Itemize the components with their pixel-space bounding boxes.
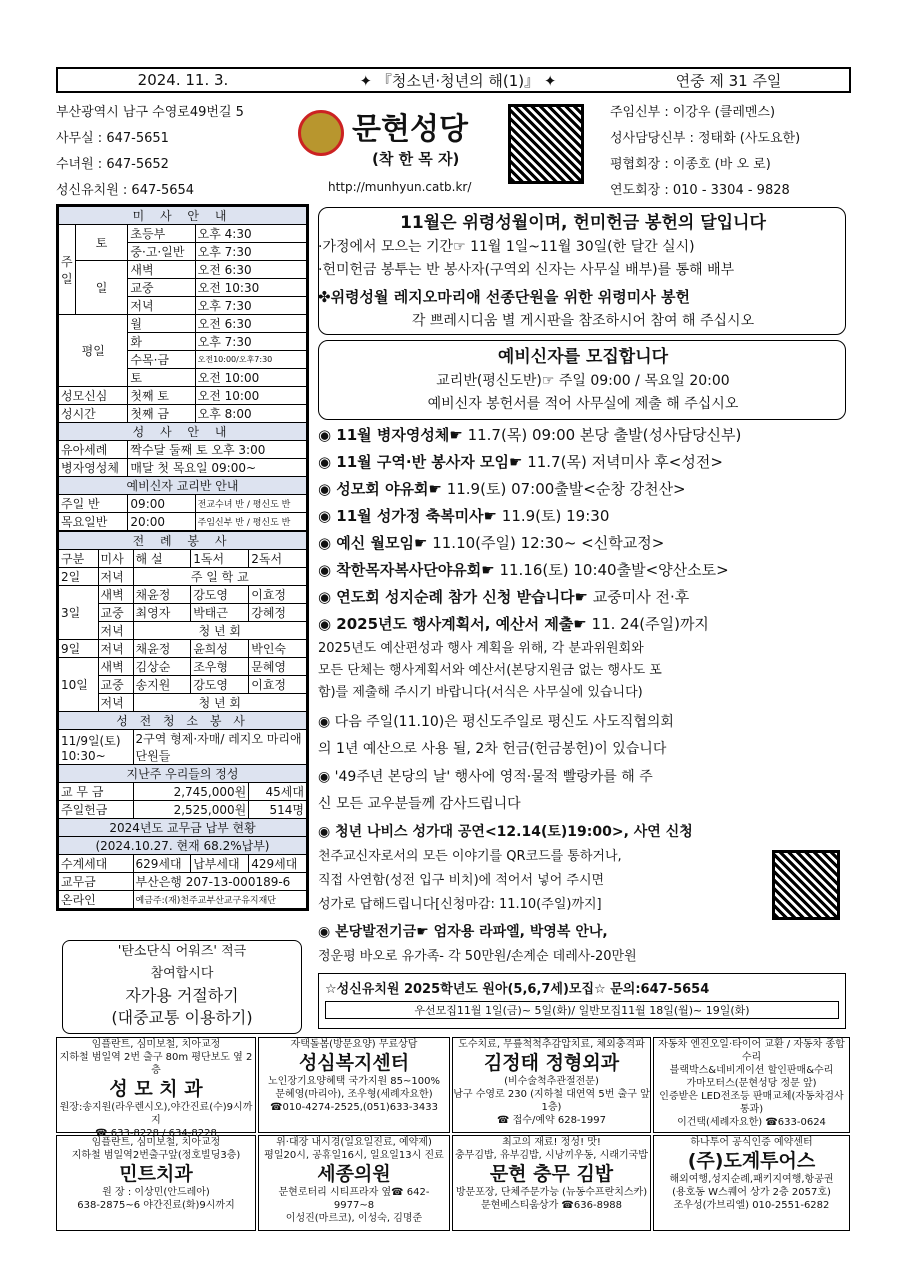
mass-table <box>58 206 307 531</box>
left-column <box>56 204 309 911</box>
mass-cell <box>195 297 306 315</box>
ad-box <box>653 1135 850 1231</box>
sacr-cell: 유아세례 <box>59 441 128 459</box>
sun-label: 일 <box>75 261 128 315</box>
notice-7 <box>318 613 848 635</box>
ad-line: 도수치료, 무릎척척추감압치료, 체외충격파 <box>458 1039 645 1050</box>
notice-line: 정운평 바오로 유가족- 각 50만원/손계순 데레사-20만원 <box>318 949 637 964</box>
mass-cell: 토 <box>128 369 195 387</box>
mass-cell: 오후 <box>197 335 221 349</box>
ad-line: 가마모터스(문현성당 정문 앞) <box>686 1078 817 1089</box>
altar-cell: 채윤정 <box>133 640 191 658</box>
cat-cell: 09:00 <box>128 495 195 513</box>
ad-line: (비수술척추관절전문) <box>504 1076 599 1087</box>
offer-cell: 514명 <box>249 801 307 819</box>
notice-0 <box>318 424 848 446</box>
kindergarten-phone: 성신유치원 : 647-5654 <box>56 183 195 198</box>
ann-line: 교리반(평신도반)☞ 주일 09:00 / 목요일 20:00 <box>436 373 730 389</box>
sat-label: 토 <box>75 225 128 261</box>
ad-box <box>653 1037 850 1133</box>
ad-line: 위·대장 내시경(일요일진료, 예약제) <box>276 1137 432 1148</box>
kinder-schedule: 우선모집11월 1일(금)~ 5일(화)/ 일반모집11월 18일(월)~ 19일(화) <box>325 1001 839 1019</box>
mass-cell: 중·고·일반 <box>128 243 195 261</box>
mass-cell: 초등부 <box>128 225 195 243</box>
sacrament-title: 성 사 안 내 <box>59 423 307 441</box>
notice-detail: 11.7(목) 저녁미사 후<성전> <box>527 453 723 471</box>
notice-title: ◉ 11월 구역·반 봉사자 모임☛ <box>318 453 523 471</box>
staff-pastor: 주임신부 : 이강우 (클레멘스) <box>610 105 776 120</box>
cleaning-title: 성 전 청 소 봉 사 <box>59 712 307 730</box>
ad-box <box>452 1135 651 1231</box>
parish-contacts <box>56 100 244 204</box>
ann-line: ✤위령성월 레지오마리애 선종단원을 위한 위령미사 봉헌 <box>318 288 690 306</box>
ad-line: 인증받은 LED전조등 판매교체(자동차검사 통과) <box>659 1091 844 1115</box>
cleaning-who: 2구역 형제·자매/ 레지오 마리애 단원들 <box>133 730 306 765</box>
altar-cell: 새벽 <box>98 586 133 604</box>
altar-cell: 박인숙 <box>249 640 307 658</box>
cleaning-date: 11/9일(토) 10:30~ <box>59 730 134 765</box>
ad-line: 임플란트, 심미보철, 치아교정 <box>91 1039 221 1050</box>
ann-line: ·헌미헌금 봉투는 반 봉사자(구역외 신자는 사무실 배부)를 통해 배부 <box>318 262 735 278</box>
mass-cell: 오후 <box>197 227 221 241</box>
kinder-title: ☆성신유치원 2025학년도 원아(5,6,7세)모집☆ 문의:647-5654 <box>325 982 710 997</box>
parish-logo-icon <box>298 110 344 156</box>
sunday-label: 주일 <box>59 225 76 315</box>
mass-cell: 오전 <box>197 263 221 277</box>
notice-title: ◉ 예신 월모임☛ <box>318 534 428 552</box>
ad-line: 임플란트, 심미보철, 치아교정 <box>91 1137 221 1148</box>
notice-detail: 11.10(주일) 12:30~ <신학교정> <box>432 534 665 552</box>
notice-line: 성가로 답해드립니다[신청마감: 11.10(주일)까지] <box>318 897 602 912</box>
mass-cell: 첫째 토 <box>128 387 195 405</box>
mass-cell <box>195 405 306 423</box>
mass-cell: 첫째 금 <box>128 405 195 423</box>
mass-cell: 월 <box>128 315 195 333</box>
ad-line: (주)도계투어스 <box>687 1150 816 1172</box>
kindergarten-recruit <box>318 973 846 1029</box>
altar-head: 구분 <box>59 550 99 568</box>
altar-cell: 문혜영 <box>249 658 307 676</box>
notice-line: 직접 사연함(성전 입구 비치)에 적어서 넣어 주시면 <box>318 873 605 888</box>
notice-line: 신 모든 교우분들께 감사드립니다 <box>318 796 521 812</box>
altar-cell: 교중 <box>98 604 133 622</box>
notice-3 <box>318 505 848 527</box>
carbon-line: '탄소단식 어워즈' 적극 <box>117 944 247 959</box>
notice-line: ◉ 청년 나비스 성가대 공연<12.14(토)19:00>, 사연 신청 <box>318 824 693 840</box>
mass-cell: 오전 <box>197 317 221 331</box>
staff-priest: 성사담당신부 : 정태화 (사도요한) <box>610 131 801 146</box>
altar-title: 전 례 봉 사 <box>59 532 307 550</box>
altar-cell: 3일 <box>59 586 99 640</box>
mass-cell: 7:30 <box>224 335 252 349</box>
carbon-campaign <box>62 940 302 1034</box>
notice-line: ◉ 다음 주일(11.10)은 평신도주일로 평신도 사도직협의회 <box>318 714 674 730</box>
ad-line: 성심복지센터 <box>298 1052 410 1074</box>
staff-list <box>610 100 800 204</box>
ad-line: 원장:송지원(라우렌시오),야간진료(수)9시까지 <box>59 1102 253 1126</box>
altar-cell: 저녁 <box>98 640 133 658</box>
catechism-title: 예비신자 교리반 안내 <box>59 477 307 495</box>
sacr-cell: 병자영성체 <box>59 459 128 477</box>
mass-cell <box>195 261 306 279</box>
bulletin-date: 2024. 11. 3. <box>137 71 229 89</box>
cat-cell: 주임신부 반 / 평신도 반 <box>195 513 306 531</box>
plan-line: 모든 단체는 행사계획서와 예산서(본당지원금 없는 행사도 포 <box>318 663 662 678</box>
mass-cell: 6:30 <box>224 317 252 331</box>
notice-detail: 11.16(토) 10:40출발<양산소토> <box>499 561 729 579</box>
carbon-line: 참여합시다 <box>150 966 214 981</box>
ad-line: 이성진(마르코), 이성숙, 김명준 <box>285 1213 423 1224</box>
ad-line: 평일20시, 공휴일16시, 일요일13시 진료 <box>264 1150 444 1161</box>
altar-cell: 채윤정 <box>133 586 191 604</box>
weekday-label: 평일 <box>59 315 128 387</box>
altar-head: 1독서 <box>191 550 249 568</box>
ad-line: 이건택(세례자요한) ☎633-0624 <box>677 1117 826 1128</box>
liturgical-week: 연중 제 31 주일 <box>675 71 782 90</box>
notice-title: ◉ 성모회 야유회☛ <box>318 480 442 498</box>
notice-4 <box>318 532 848 554</box>
ad-line: 638-2875~6 야간진료(화)9시까지 <box>77 1200 235 1211</box>
mass-cell: 화 <box>128 333 195 351</box>
ad-line: 문현베스티움상가 ☎636-8988 <box>480 1200 623 1211</box>
bank-account: 부산은행 207-13-000189-6 <box>133 873 306 891</box>
notice-title: ◉ 착한목자복사단야유회☛ <box>318 561 495 579</box>
notice-title: ◉ 연도회 성지순례 참가 신청 받습니다☛ <box>318 588 588 606</box>
mass-cell <box>195 333 306 351</box>
offer-cell: 교무금 <box>59 873 134 891</box>
altar-cell: 주 일 학 교 <box>133 568 306 586</box>
altar-cell: 청 년 회 <box>133 622 306 640</box>
offer-cell: 629세대 <box>133 855 191 873</box>
altar-cell: 2일 <box>59 568 99 586</box>
notice-detail: 11.7(목) 09:00 본당 출발(성사담당신부) <box>467 426 742 444</box>
cat-cell: 20:00 <box>128 513 195 531</box>
altar-head: 미사 <box>98 550 133 568</box>
offer-cell: 주일헌금 <box>59 801 134 819</box>
mass-cell: 성모신심 <box>59 387 128 405</box>
staff-yeondo: 연도회장 : 010 - 3304 - 9828 <box>610 183 790 198</box>
altar-cell: 윤희성 <box>191 640 249 658</box>
ad-line: 세종의원 <box>317 1163 391 1185</box>
ad-line: 자동차 엔진오일·타이어 교환 / 자동차 종합 수리 <box>658 1039 845 1063</box>
bulletin-theme: ✦ 『청소년·청년의 해(1)』 ✦ <box>359 71 557 90</box>
altar-cell: 최영자 <box>133 604 191 622</box>
ad-line: 하나투어 공식인증 예약센터 <box>690 1137 813 1148</box>
altar-cell: 강도영 <box>191 586 249 604</box>
notice-title: ◉ 11월 성가정 축복미사☛ <box>318 507 497 525</box>
mass-cell: 오후 <box>197 407 221 421</box>
mass-cell: 오전 <box>197 371 221 385</box>
offer-cell: 429세대 <box>249 855 307 873</box>
ad-line: 문현로터리 시티프라자 옆☎ 642-9977~8 <box>278 1187 430 1211</box>
plan-line: 함)를 제출해 주시기 바랍니다(서식은 사무실에 있습니다) <box>318 685 643 700</box>
mass-cell: 10:00 <box>224 389 260 403</box>
mass-cell: 새벽 <box>128 261 195 279</box>
offer-cell: 2,745,000원 <box>133 783 249 801</box>
cat-cell: 주일 반 <box>59 495 128 513</box>
notice-line: ◉ '49주년 본당의 날' 행사에 영적·물적 빨랑카를 해 주 <box>318 769 653 785</box>
mass-cell: 10:30 <box>224 281 260 295</box>
cat-cell: 목요일반 <box>59 513 128 531</box>
mass-cell: 7:30 <box>224 245 252 259</box>
altar-cell: 이효정 <box>249 586 307 604</box>
mass-cell: 성시간 <box>59 405 128 423</box>
ad-line: 성 모 치 과 <box>109 1078 203 1100</box>
ad-line: 노인장기요양혜택 국가지원 85~100% <box>268 1076 440 1087</box>
ad-line: 방문포장, 단체주문가능 (뉴동수프란치스카) <box>455 1187 648 1198</box>
dues-status-title: 2024년도 교무금 납부 현황 <box>59 819 307 837</box>
altar-cell: 교중 <box>98 676 133 694</box>
mass-cell <box>195 243 306 261</box>
ad-line: ☎ 접수/예약 628-1997 <box>497 1115 606 1126</box>
mass-cell: 오후 <box>197 245 221 259</box>
carbon-line: 자가용 거절하기 <box>125 986 239 1005</box>
ad-line: 남구 수영로 230 (지하철 대연역 5번 출구 앞 1층) <box>453 1089 650 1113</box>
ad-line: 최고의 재료! 정성! 맛! <box>502 1137 601 1148</box>
altar-cell: 저녁 <box>98 622 133 640</box>
notice-line: 천주교신자로서의 모든 이야기를 QR코드를 통하거나, <box>318 849 622 864</box>
parish-subtitle: (착 한 목 자) <box>372 150 460 168</box>
ad-line: (용호동 W스퀘어 상가 2층 2057호) <box>672 1187 831 1198</box>
notice-detail: 교중미사 전·후 <box>592 588 690 606</box>
ad-line: 지하철 범일역2번출구앞(정호빌딩3층) <box>71 1150 241 1161</box>
ad-line: 문현 충무 김밥 <box>489 1163 614 1185</box>
plan-line: 2025년도 예산편성과 행사 계획을 위해, 각 분과위원회와 <box>318 641 644 656</box>
mass-cell <box>195 315 306 333</box>
altar-cell: 청 년 회 <box>133 694 306 712</box>
ad-line: 문혜영(마리아), 조우형(세례자요한) <box>275 1089 433 1100</box>
mass-cell <box>195 369 306 387</box>
notice-1 <box>318 451 848 473</box>
mass-cell: 오후 <box>197 299 221 313</box>
notice-title: ◉ 11월 병자영성체☛ <box>318 426 463 444</box>
ad-box <box>258 1135 450 1231</box>
qr-code-icon[interactable] <box>508 104 584 184</box>
mass-cell <box>195 387 306 405</box>
dues-status-date: (2024.10.27. 현재 68.2%납부) <box>59 837 307 855</box>
offer-cell: 교 무 금 <box>59 783 134 801</box>
mass-cell: 10:00 <box>224 371 260 385</box>
mass-cell: 4:30 <box>224 227 252 241</box>
altar-cell: 새벽 <box>98 658 133 676</box>
altar-cell: 강도영 <box>191 676 249 694</box>
ad-box <box>258 1037 450 1133</box>
mass-cell <box>195 279 306 297</box>
offer-cell: 2,525,000원 <box>133 801 249 819</box>
header-bar <box>56 67 851 93</box>
altar-cell: 강혜정 <box>249 604 307 622</box>
mass-cell: 오전 <box>197 281 221 295</box>
ad-line: 민트치과 <box>119 1163 193 1185</box>
ad-box <box>56 1037 256 1139</box>
mass-cell: 오전 <box>197 389 221 403</box>
ann-line: 예비신자 봉헌서를 적어 사무실에 제출 해 주십시오 <box>427 396 739 412</box>
ann-purgatory-title: 11월은 위령성월이며, 헌미헌금 봉헌의 달입니다 <box>400 213 766 233</box>
carbon-line: (대중교통 이용하기) <box>111 1008 253 1027</box>
mass-cell: 오전10:00/오후7:30 <box>195 351 306 369</box>
sacr-cell: 매달 첫 목요일 09:00~ <box>128 459 307 477</box>
ad-line: 김정태 정형외과 <box>483 1052 620 1074</box>
mass-cell: 8:00 <box>224 407 252 421</box>
parish-name: 문현성당 <box>352 112 468 147</box>
mass-cell: 수목·금 <box>128 351 195 369</box>
parish-url[interactable]: http://munhyun.catb.kr/ <box>328 180 472 194</box>
altar-cell: 저녁 <box>98 694 133 712</box>
altar-head: 해 설 <box>133 550 191 568</box>
cat-cell: 전교수녀 반 / 평신도 반 <box>195 495 306 513</box>
altar-table <box>58 531 307 909</box>
ad-box <box>452 1037 651 1133</box>
ad-line: 원 장 : 이상민(안드레아) <box>102 1187 210 1198</box>
convent-phone: 수녀원 : 647-5652 <box>56 157 169 172</box>
mass-cell <box>195 225 306 243</box>
ann-line: 각 쁘레시디움 별 게시판을 참조하시어 참여 해 주십시오 <box>411 313 755 329</box>
mass-title: 미 사 안 내 <box>59 207 307 225</box>
altar-cell: 이효정 <box>249 676 307 694</box>
mass-cell: 저녁 <box>128 297 195 315</box>
sacr-cell: 짝수달 둘째 토 오후 3:00 <box>128 441 307 459</box>
offer-cell: 45세대 <box>249 783 307 801</box>
address: 부산광역시 남구 수영로49번길 5 <box>56 105 244 120</box>
notice-2 <box>318 478 848 500</box>
altar-cell: 조우형 <box>191 658 249 676</box>
ad-line: 충무김밥, 유부김밥, 시낭끼우동, 시래기국밥 <box>455 1150 648 1161</box>
ad-line: 블랙박스&네비게이션 할인판매&수리 <box>669 1065 834 1076</box>
ad-line: ☎ 633-8228 / 634-8228 <box>95 1128 217 1139</box>
notice-line: ◉ 본당발전기금☛ 엄자용 라파엘, 박영복 안나, <box>318 924 608 940</box>
offer-cell: 온라인 <box>59 891 134 909</box>
ad-line: ☎010-4274-2525,(051)633-3433 <box>270 1102 438 1113</box>
ann-line: ·가정에서 모으는 기간☞ 11월 1일~11월 30일(한 달간 실시) <box>318 239 695 255</box>
offering-title: 지난주 우리들의 정성 <box>59 765 307 783</box>
ad-line: 지하철 범일역 2번 출구 80m 평단보도 옆 2층 <box>59 1052 253 1076</box>
offer-cell: 납부세대 <box>191 855 249 873</box>
notice-6 <box>318 586 848 608</box>
notice-line: 의 1년 예산으로 사용 될, 2차 헌금(헌금봉헌)이 있습니다 <box>318 741 667 757</box>
notice-5 <box>318 559 848 581</box>
staff-council: 평협회장 : 이종호 (바 오 로) <box>610 157 771 172</box>
ann-catechumen-title: 예비신자를 모집합니다 <box>497 347 669 367</box>
altar-cell: 박태근 <box>191 604 249 622</box>
offer-cell: 수계세대 <box>59 855 134 873</box>
notice-detail: 11.9(토) 07:00출발<순창 강천산> <box>446 480 686 498</box>
ad-box <box>56 1135 256 1231</box>
notice-detail: 11. 24(주일)까지 <box>591 615 709 633</box>
altar-cell: 김상순 <box>133 658 191 676</box>
altar-cell: 저녁 <box>98 568 133 586</box>
ad-line: 해외여행,성지순례,패키지여행,항공권 <box>669 1174 834 1185</box>
mass-cell: 6:30 <box>224 263 252 277</box>
notice-detail: 11.9(토) 19:30 <box>501 507 610 525</box>
altar-cell: 10일 <box>59 658 99 712</box>
ad-line: 조우성(가브리엘) 010-2551-6282 <box>673 1200 830 1211</box>
office-phone: 사무실 : 647-5651 <box>56 131 169 146</box>
altar-cell: 9일 <box>59 640 99 658</box>
ad-line: 자택돌봄(방문요양) 무료상담 <box>290 1039 418 1050</box>
altar-cell: 송지원 <box>133 676 191 694</box>
altar-head: 2독서 <box>249 550 307 568</box>
qr-code-icon[interactable] <box>772 850 840 920</box>
notice-title: ◉ 2025년도 행사계획서, 예산서 제출☛ <box>318 615 587 633</box>
account-holder: 예금주:(재)천주교부산교구유지재단 <box>133 891 306 909</box>
mass-cell: 7:30 <box>224 299 252 313</box>
mass-cell: 교중 <box>128 279 195 297</box>
